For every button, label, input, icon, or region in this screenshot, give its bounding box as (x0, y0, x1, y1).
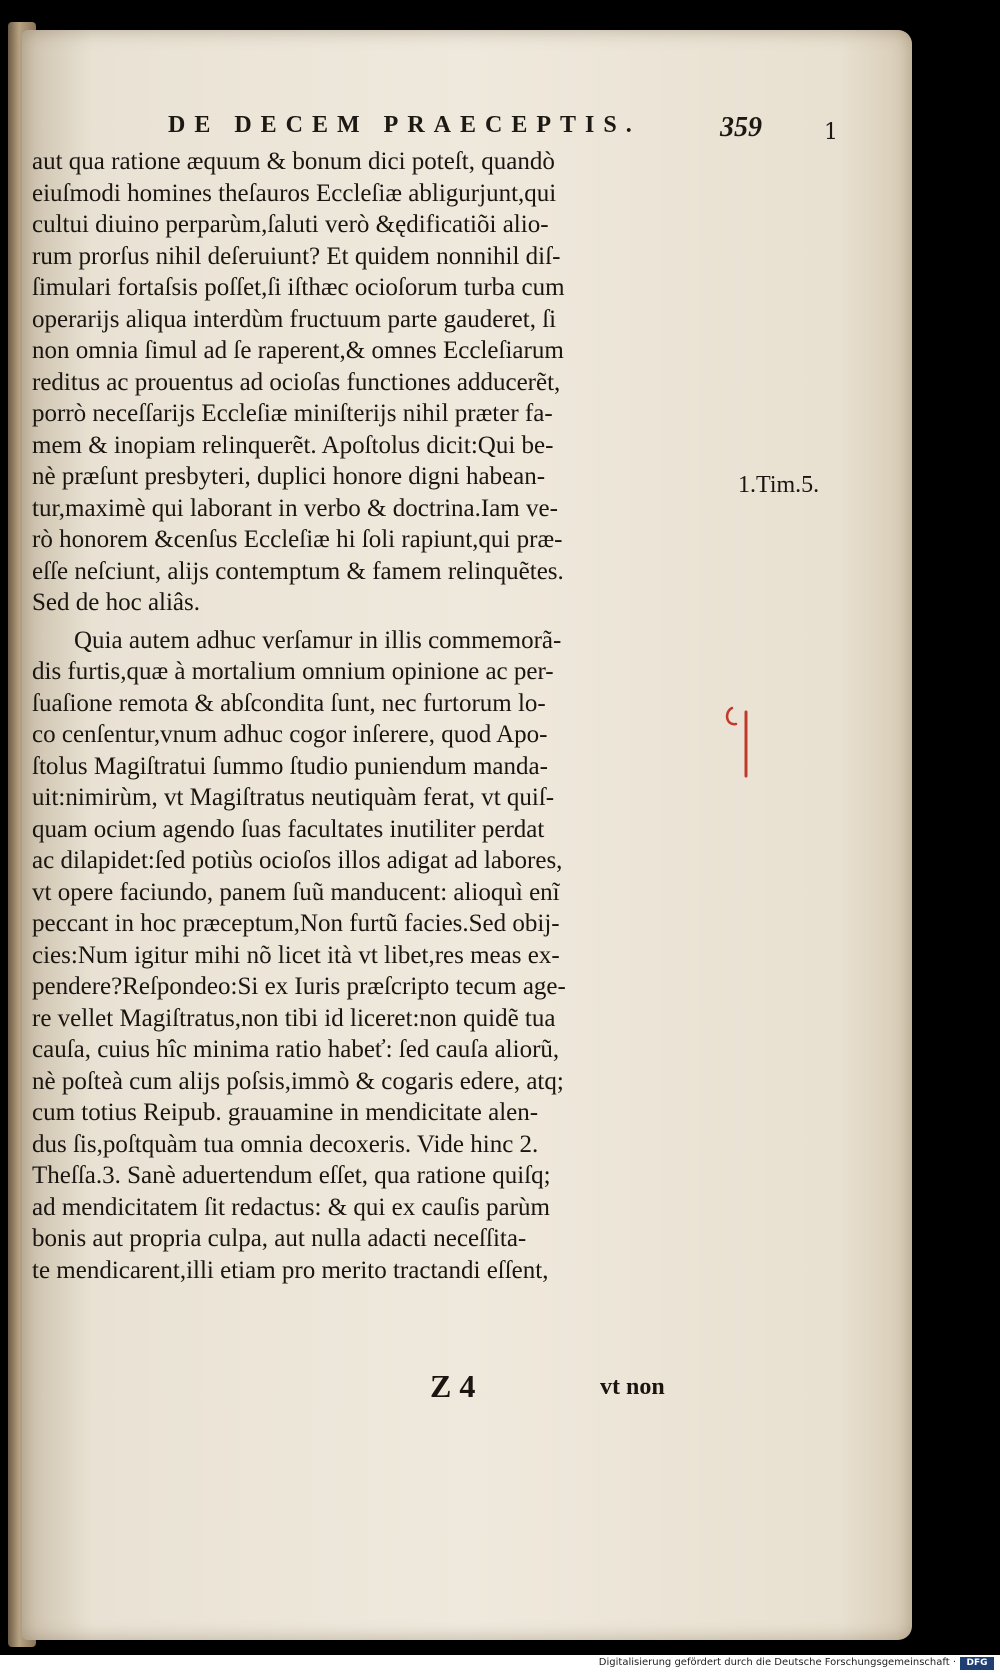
running-head: DE DECEM PRAECEPTIS. (168, 112, 641, 138)
text-line: te mendicarent,illi etiam pro merito tractandi eſſent, (32, 1256, 549, 1284)
dfg-logo-icon: DFG (960, 1657, 994, 1670)
marginal-note: 1.Tim.5. (738, 472, 820, 498)
text-line: nè poſteà cum alijs poſsis,immò & cogaris edere, atq; (32, 1067, 564, 1095)
red-pencil-mark-icon (722, 702, 758, 780)
catchword: vt non (600, 1374, 665, 1400)
text-line: dus ſis,poſtquàm tua omnia decoxeris. Vide hinc 2. (32, 1130, 539, 1158)
text-line: ac dilapidet:ſed potiùs ocioſos illos adigat ad labores, (32, 847, 563, 874)
text-line: cum totius Reipub. grauamine in mendicitate alen- (32, 1099, 539, 1126)
text-line: porrò neceſſarijs Eccleſiæ miniſterijs nihil præter fa- (32, 400, 553, 427)
text-line: aut qua ratione æquum & bonum dici poteſt, quandò (32, 148, 555, 175)
text-line: vt opere faciundo, panem ſuũ manducent: alioquì enĩ (32, 878, 560, 906)
text-line: re vellet Magiſtratus,non tibi id liceret:non quidẽ tua (32, 1004, 556, 1032)
text-line: rò honorem &cenſus Eccleſiæ hi ſoli rapiunt,qui præ- (32, 526, 563, 553)
text-line: peccant in hoc præceptum,Non furtũ facies.Sed obij- (32, 910, 560, 937)
head-mark: 1 (824, 120, 838, 145)
text-line: reditus ac prouentus ad ocioſas functiones adducerẽt, (32, 368, 561, 396)
text-line: tur,maximè qui laborant in verbo & doctrina.Iam ve- (32, 494, 558, 522)
signature-mark: Z 4 (430, 1368, 476, 1404)
page-number: 359 (720, 112, 762, 143)
text-line: bonis aut propria culpa, aut nulla adacti neceſſita- (32, 1225, 527, 1252)
text-line: cultui diuino perparùm,ſaluti verò &ędificatiõi alio- (32, 211, 549, 238)
text-line: pendere?Reſpondeo:Si ex Iuris præſcripto tecum age- (32, 973, 566, 1000)
text-line: co cenſentur,vnum adhuc cogor inſerere, quod Apo- (32, 721, 548, 748)
text-line: cies:Num igitur mihi nõ licet ità vt libet,res meas ex- (32, 941, 560, 969)
text-line: nè præſunt presbyteri, duplici honore digni habean- (32, 463, 546, 490)
text-line: uit:nimirùm, vt Magiſtratus neutiquàm ferat, vt quiſ- (32, 784, 555, 811)
text-line: rum prorſus nihil deſeruiunt? Et quidem nonnihil diſ- (32, 242, 561, 270)
text-line: ſimulari fortaſsis poſſet,ſi iſthæc ocioſorum turba cum (32, 274, 565, 301)
text-line: Quia autem adhuc verſamur in illis commemorã- (74, 626, 562, 654)
text-line: ſuaſione remota & abſcondita ſunt, nec furtorum lo- (32, 689, 546, 717)
text-line: ad mendicitatem ſit redactus: & qui ex cauſis parùm (32, 1193, 550, 1221)
text-line: eiuſmodi homines theſauros Eccleſiæ abligurjunt,qui (32, 179, 557, 207)
text-line: cauſa, cuius hîc minima ratio habeť: ſed cauſa aliorũ, (32, 1036, 560, 1063)
page-footer-catchwords (430, 1368, 700, 1408)
text-line: Sed de hoc aliâs. (32, 589, 201, 616)
text-line: mem & inopiam relinquerẽt. Apoſtolus dicit:Qui be- (32, 431, 554, 459)
text-line: quam ocium agendo ſuas facultates inutiliter perdat (32, 815, 545, 843)
text-line: operarijs aliqua interdùm fructuum parte gauderet, ſi (32, 305, 557, 333)
text-line: dis furtis,quæ à mortalium omnium opinione ac per- (32, 658, 554, 685)
text-line: ſtolus Magiſtratui ſummo ſtudio puniendum manda- (32, 752, 548, 780)
body-text (32, 146, 724, 1286)
funding-credit: Digitalisierung gefördert durch die Deutsche Forschungsgemeinschaft · (598, 1657, 956, 1668)
text-line: Theſſa.3. Sanè aduertendum eſſet, qua ratione quiſq; (32, 1162, 551, 1189)
text-line: eſſe neſciunt, alijs contemptum & famem relinquẽtes. (32, 557, 564, 585)
text-line: non omnia ſimul ad ſe raperent,& omnes Eccleſiarum (32, 337, 564, 364)
